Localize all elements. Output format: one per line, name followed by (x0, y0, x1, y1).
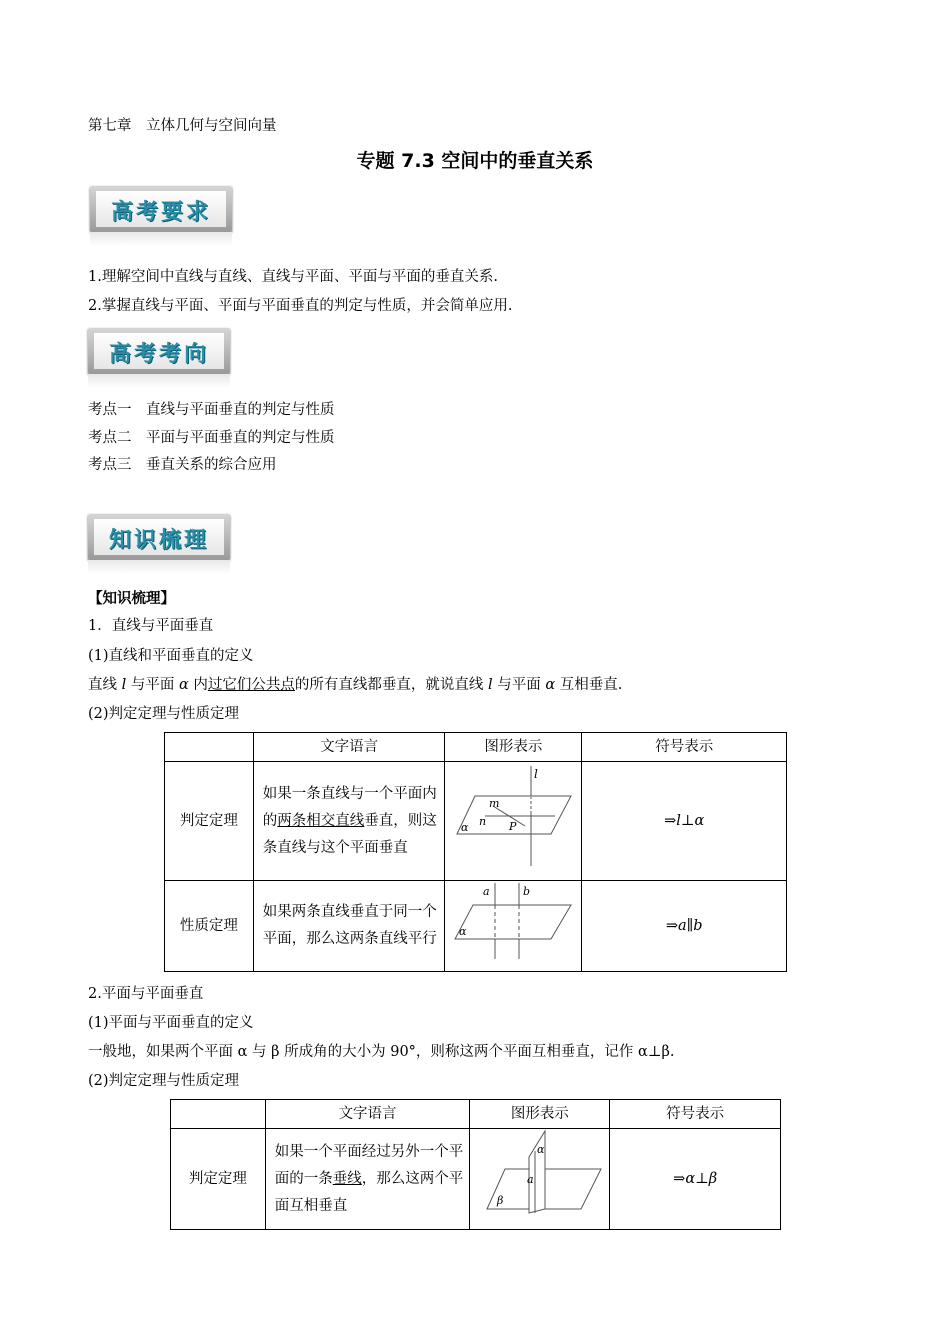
def-l: l (121, 677, 127, 693)
table1-header-symbol: 符号表示 (582, 733, 787, 762)
def-part4: 的所有直线都垂直，就说直线 (294, 677, 488, 693)
fig3-label-alpha: α (536, 1143, 545, 1156)
table2-header-figure: 图形表示 (470, 1100, 610, 1129)
def-part3: 内 (188, 677, 208, 693)
requirement-1: 1.理解空间中直线与直线、直线与平面、平面与平面的垂直关系. (88, 269, 498, 285)
def-alpha: α (178, 677, 189, 693)
table2-row1-figure (470, 1129, 610, 1230)
table2-row1-text-a: 如果一个平面经过另外一个平面的一条 (274, 1143, 464, 1187)
def-part5: 与平面 (492, 677, 546, 693)
fig1-label-l: l (534, 767, 539, 781)
table2-header-blank (171, 1100, 266, 1129)
section2-heading: 2.平面与平面垂直 (88, 986, 204, 1002)
table2-row1-symbol: ⇒α⊥β (610, 1129, 781, 1230)
plane-plane-definition: 一般地，如果两个平面 α 与 β 所成角的大小为 90°，则称这两个平面互相垂直，记作 α⊥β. (88, 1044, 675, 1060)
section1-sub2: (2)判定定理与性质定理 (88, 706, 240, 722)
table2-header-text: 文字语言 (265, 1100, 470, 1129)
table1-row2-name: 性质定理 (165, 881, 254, 972)
table2-row1-text-b: ，那么这两个平面互相垂直 (274, 1170, 464, 1214)
def-l2: l (487, 677, 493, 693)
lines-parallel-figure (445, 881, 581, 961)
banner-knowledge-label: 知识梳理 (108, 527, 209, 553)
table-line-plane (164, 732, 787, 972)
banner-directions (88, 328, 233, 388)
page-title: 专题 7.3 空间中的垂直关系 (356, 150, 594, 172)
table1-row1-figure (445, 762, 582, 881)
banner-requirements-label: 高考要求 (110, 199, 211, 225)
section1-heading: 1．直线与平面垂直 (88, 618, 214, 634)
fig2-label-alpha: α (459, 925, 467, 938)
section2-sub1: (1)平面与平面垂直的定义 (88, 1015, 254, 1031)
table-plane-plane (170, 1099, 781, 1230)
table2-row1-text-u: 垂线 (332, 1170, 362, 1187)
fig3-label-a: a (526, 1173, 534, 1186)
kaodian-2: 考点二 平面与平面垂直的判定与性质 (88, 430, 335, 446)
table1-row1-text (253, 762, 445, 881)
kaodian-3: 考点三 垂直关系的综合应用 (88, 457, 277, 473)
table1-row1-symbol: ⇒l⊥α (582, 762, 787, 881)
section2-sub2: (2)判定定理与性质定理 (88, 1073, 240, 1089)
chapter-label: 第七章 立体几何与空间向量 (88, 118, 277, 134)
table1-row1-text-b: 垂直，则这条直线与这个平面垂直 (262, 812, 437, 856)
fig2-label-a: a (483, 885, 490, 898)
fig1-label-n: n (479, 815, 487, 828)
def-underlined: 过它们公共点 (207, 677, 295, 693)
table1-row1-text-a: 如果一条直线与一个平面内的 (262, 785, 437, 829)
def-part2: 与平面 (126, 677, 179, 693)
table1-row2-symbol: ⇒a∥b (582, 881, 787, 972)
knowledge-bracket-title: 【知识梳理】 (88, 591, 175, 607)
def-alpha2: α (545, 677, 556, 693)
table1-row1-name: 判定定理 (165, 762, 254, 881)
table2-row1-name: 判定定理 (171, 1129, 266, 1230)
requirement-2: 2.掌握直线与平面、平面与平面垂直的判定与性质，并会简单应用. (88, 298, 513, 314)
def-part6: 互相垂直. (555, 677, 623, 693)
fig3-label-beta: β (496, 1194, 504, 1207)
table1-row1-text-u: 两条相交直线 (277, 812, 365, 829)
table1-row2-text-a: 如果两条直线垂直于同一个平面，那么这两条直线平行 (262, 904, 437, 947)
fig1-label-p: P (509, 820, 517, 833)
line-perpendicular-plane-figure (445, 762, 581, 870)
table1-header-blank (165, 733, 254, 762)
table1-header-text: 文字语言 (253, 733, 445, 762)
table1-row2-figure (445, 881, 582, 972)
table1-row2-text (253, 881, 445, 972)
table2-header-symbol: 符号表示 (610, 1100, 781, 1129)
kaodian-1: 考点一 直线与平面垂直的判定与性质 (88, 402, 335, 418)
planes-perpendicular-figure (471, 1129, 609, 1219)
banner-directions-label: 高考考向 (108, 341, 209, 367)
table1-header-figure: 图形表示 (445, 733, 582, 762)
fig1-label-alpha: α (461, 821, 469, 834)
line-plane-definition (88, 675, 622, 695)
fig2-label-b: b (523, 885, 531, 898)
banner-requirements (90, 186, 235, 246)
banner-knowledge (88, 514, 233, 574)
table2-row1-text (265, 1129, 470, 1230)
fig1-label-m: m (489, 797, 500, 810)
section1-sub1: (1)直线和平面垂直的定义 (88, 648, 254, 664)
def-part1: 直线 (88, 677, 122, 693)
